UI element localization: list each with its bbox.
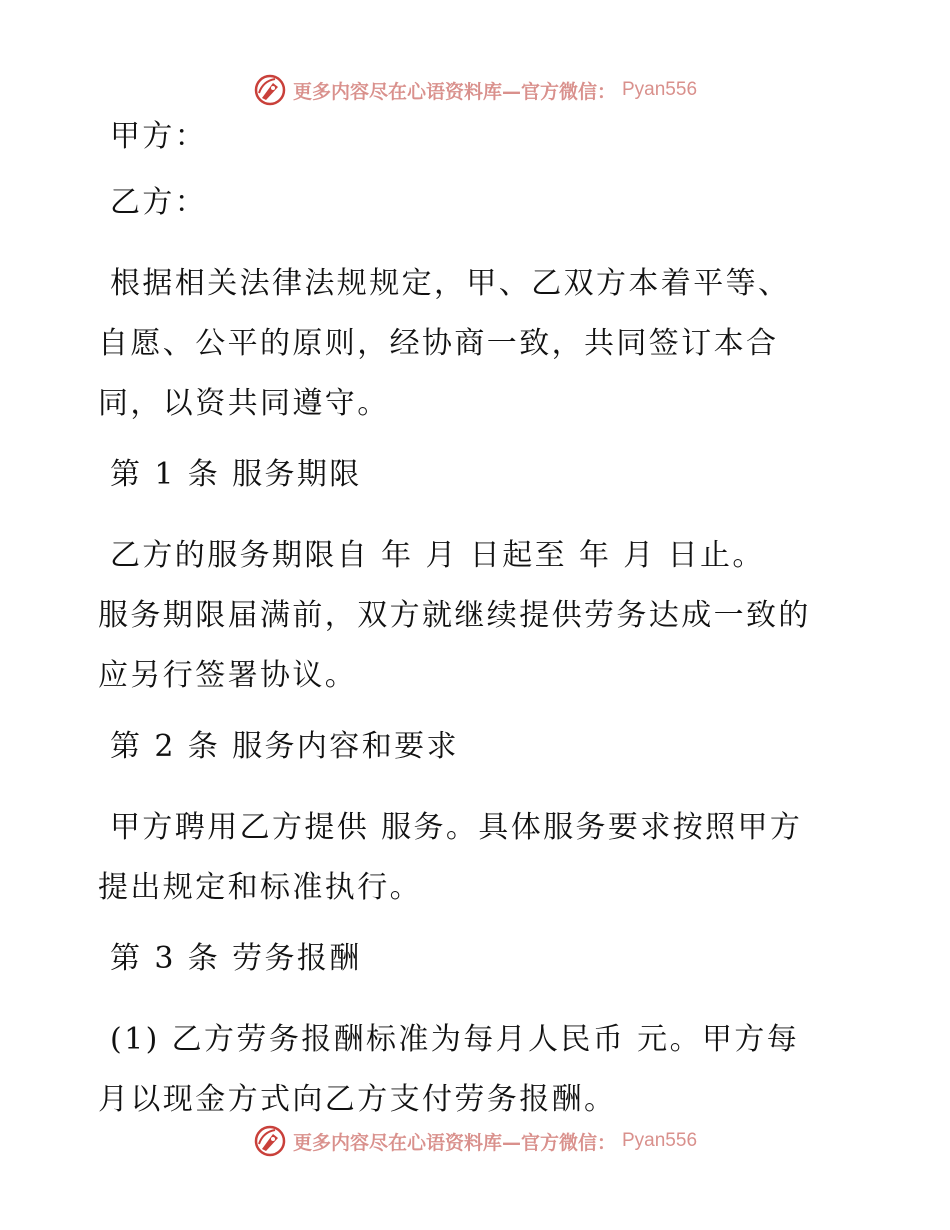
party-a-label: 甲方：	[110, 119, 208, 154]
pen-nib-logo-icon	[253, 1124, 287, 1158]
article-1-line: 乙方的服务期限自 年 月 日起至 年 月 日止。	[110, 538, 765, 573]
article-2-heading: 第 2 条 服务内容和要求	[110, 729, 459, 764]
article-2-line: 甲方聘用乙方提供 服务。具体服务要求按照甲方	[110, 810, 803, 845]
watermark-brand-text: 更多内容尽在心语资料库—官方微信：	[292, 80, 616, 103]
intro-line: 根据相关法律法规规定，甲、乙双方本着平等、	[110, 266, 791, 301]
intro-line: 自愿、公平的原则，经协商一致，共同签订本合	[98, 326, 779, 361]
watermark-wechat-id: Pyan556	[622, 79, 698, 100]
watermark-brand-text: 更多内容尽在心语资料库—官方微信：	[292, 1131, 616, 1154]
footer-watermark	[0, 1121, 950, 1161]
article-1-line: 服务期限届满前，双方就继续提供劳务达成一致的	[98, 598, 811, 633]
contract-document	[98, 119, 858, 1117]
article-3-heading: 第 3 条 劳务报酬	[110, 941, 362, 976]
pen-nib-logo-icon	[253, 73, 287, 107]
party-b-label: 乙方：	[110, 185, 208, 220]
article-3-line: 月以现金方式向乙方支付劳务报酬。	[98, 1082, 617, 1117]
header-watermark	[0, 70, 950, 110]
article-1-heading: 第 1 条 服务期限	[110, 457, 362, 492]
watermark-wechat-id: Pyan556	[622, 1130, 698, 1151]
article-2-line: 提出规定和标准执行。	[98, 870, 422, 905]
article-1-line: 应另行签署协议。	[98, 658, 358, 693]
article-3-line: (1) 乙方劳务报酬标准为每月人民币 元。甲方每	[110, 1022, 800, 1057]
intro-line: 同，以资共同遵守。	[98, 386, 390, 421]
